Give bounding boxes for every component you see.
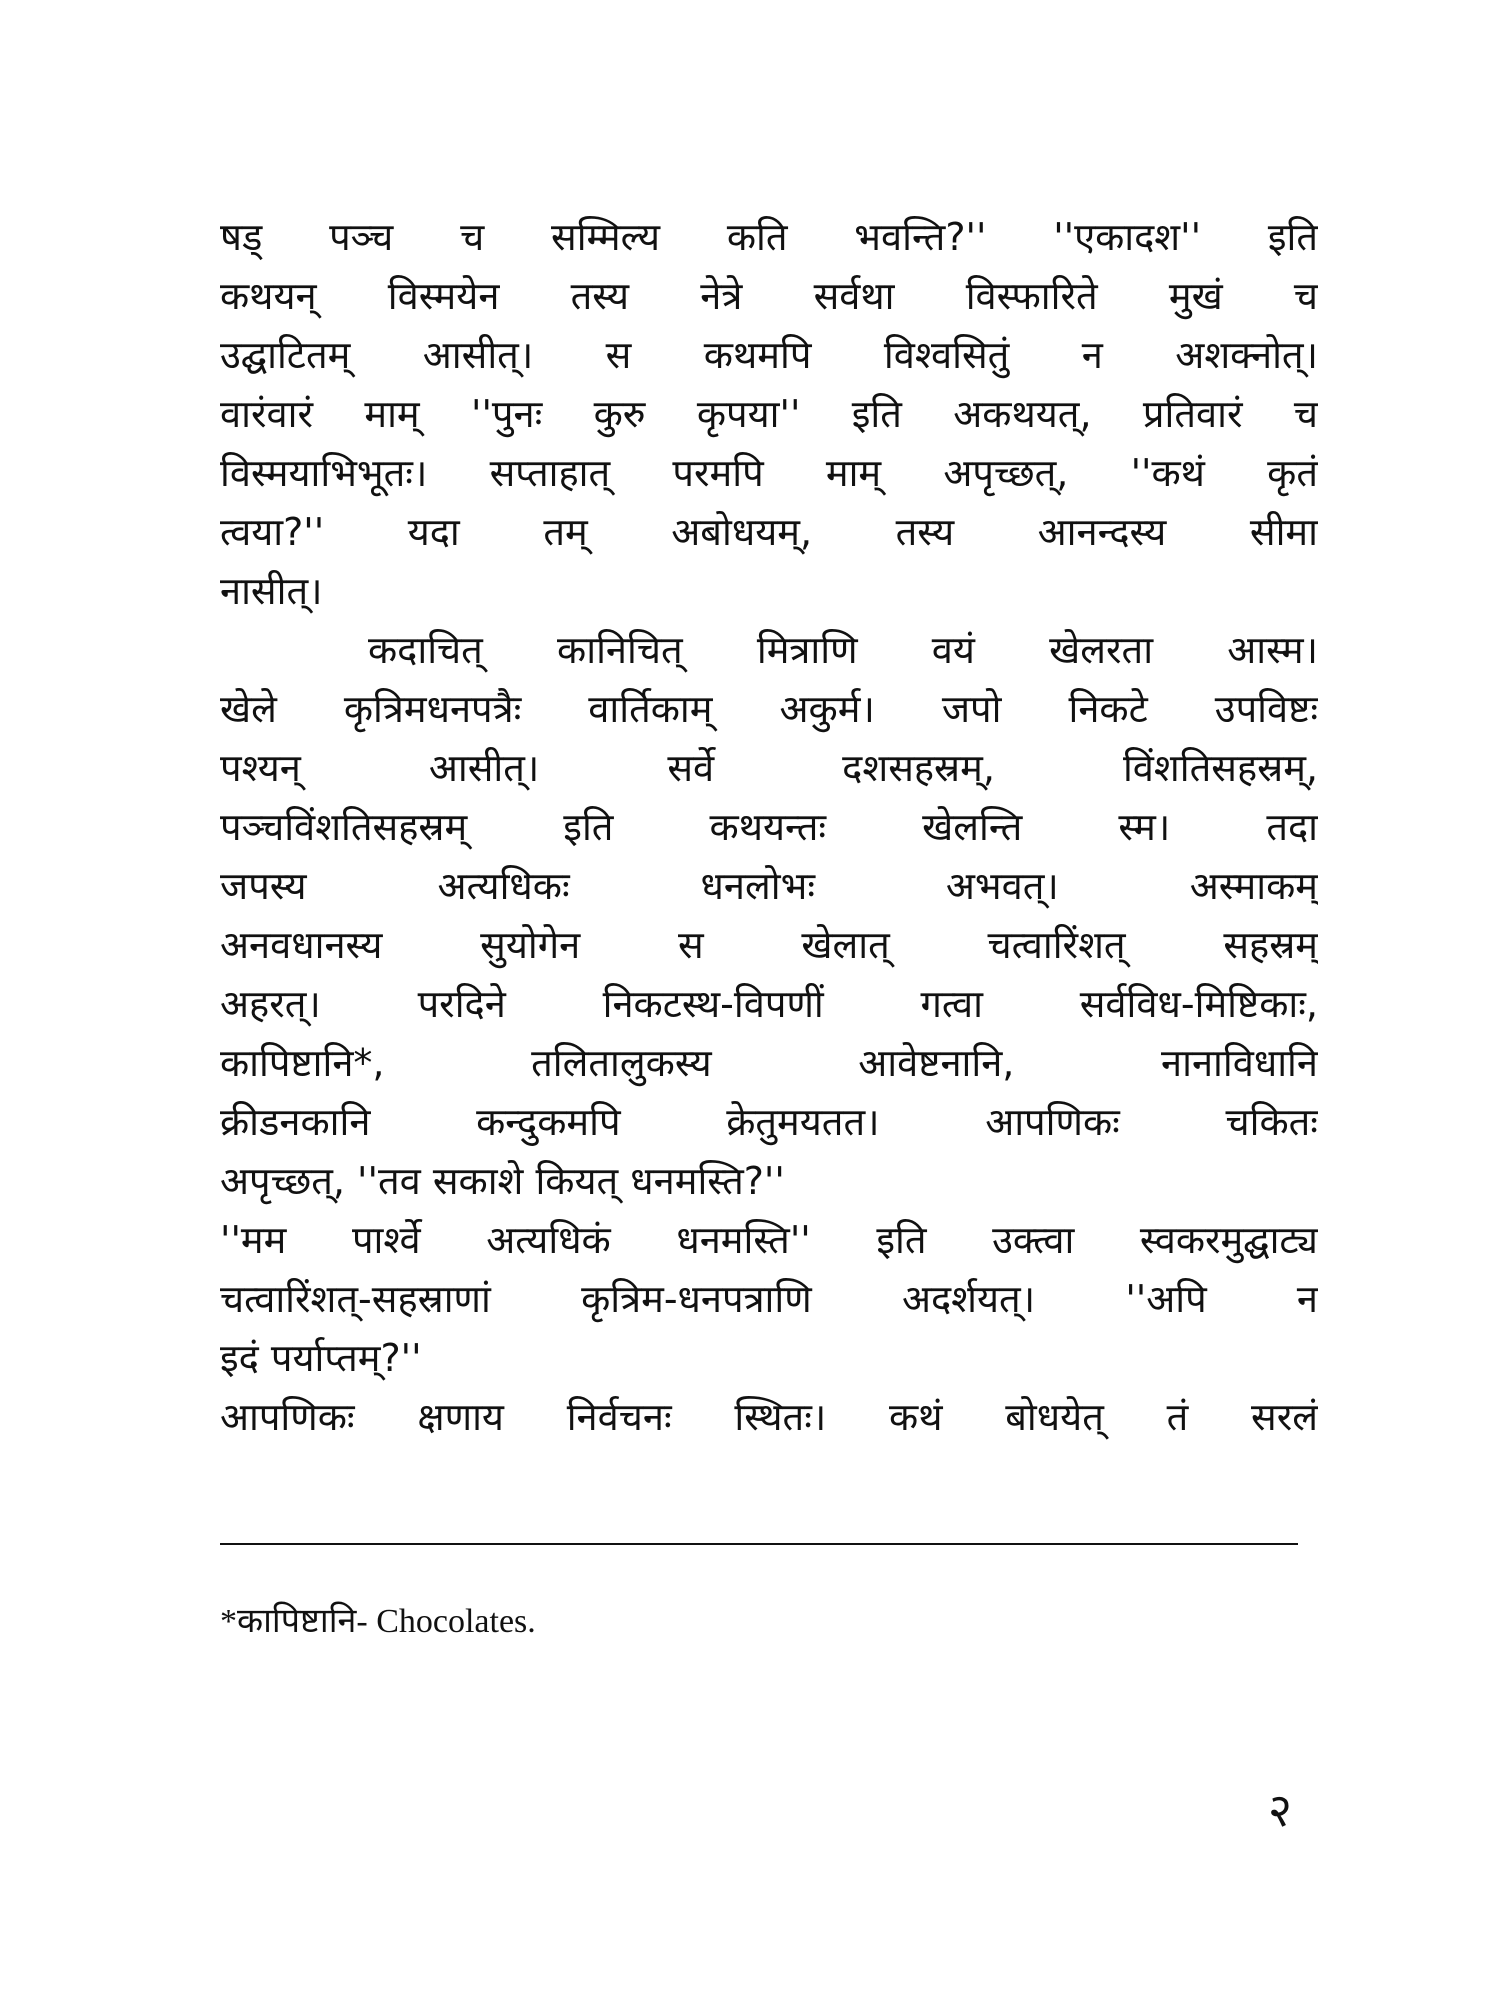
text-line: इदं पर्याप्तम्?'' [220, 1336, 422, 1380]
page-number: २ [1268, 1783, 1292, 1837]
text-line: कापिष्टानि*, तलितालुकस्य आवेष्टनानि, नानाविधानि [220, 1041, 1318, 1085]
text-line: विस्मयाभिभूतः। सप्ताहात् परमपि माम् अपृच्छत्, ''कथं कृतं [220, 451, 1318, 495]
text-line: षड् पञ्च च सम्मिल्य कति भवन्ति?'' ''एकादश'' इति [220, 215, 1318, 259]
text-line: पश्यन् आसीत्। सर्वे दशसहस्रम्, विंशतिसहस्रम्, [220, 746, 1318, 790]
text-line: कथयन् विस्मयेन तस्य नेत्रे सर्वथा विस्फारिते मुखं च [220, 274, 1318, 318]
text-line: नासीत्। [220, 569, 323, 613]
paragraph-start-line: कदाचित् कानिचित् मित्राणि वयं खेलरता आस्म। [368, 628, 1318, 672]
text-line: अनवधानस्य सुयोगेन स खेलात् चत्वारिंशत् सहस्रम् [220, 923, 1318, 967]
text-line: आपणिकः क्षणाय निर्वचनः स्थितः। कथं बोधयेत् तं सरलं [220, 1395, 1318, 1439]
footnote: *कापिष्टानि- Chocolates. [220, 1603, 536, 1640]
text-line: जपस्य अत्यधिकः धनलोभः अभवत्। अस्माकम् [220, 864, 1318, 908]
text-line: चत्वारिंशत्-सहस्राणां कृत्रिम-धनपत्राणि अदर्शयत्। ''अपि न [220, 1277, 1318, 1321]
body-text [220, 208, 1318, 1447]
footnote-divider [220, 1543, 1298, 1545]
text-line: अपृच्छत्, ''तव सकाशे कियत् धनमस्ति?'' [220, 1159, 785, 1203]
text-line: त्वया?'' यदा तम् अबोधयम्, तस्य आनन्दस्य सीमा [220, 510, 1318, 554]
text-line: ''मम पार्श्वे अत्यधिकं धनमस्ति'' इति उक्त्वा स्वकरमुद्घाट्य [220, 1218, 1318, 1262]
text-line: खेले कृत्रिमधनपत्रैः वार्तिकाम् अकुर्म। जपो निकटे उपविष्टः [220, 687, 1318, 731]
text-line: उद्घाटितम् आसीत्। स कथमपि विश्वसितुं न अशक्नोत्। [220, 333, 1318, 377]
text-line: वारंवारं माम् ''पुनः कुरु कृपया'' इति अकथयत्, प्रतिवारं च [220, 392, 1318, 436]
text-line: अहरत्। परदिने निकटस्थ-विपणीं गत्वा सर्वविध-मिष्टिकाः, [220, 982, 1318, 1026]
text-line: क्रीडनकानि कन्दुकमपि क्रेतुमयतत। आपणिकः चकितः [220, 1100, 1318, 1144]
text-line: पञ्चविंशतिसहस्रम् इति कथयन्तः खेलन्ति स्म। तदा [220, 805, 1318, 849]
